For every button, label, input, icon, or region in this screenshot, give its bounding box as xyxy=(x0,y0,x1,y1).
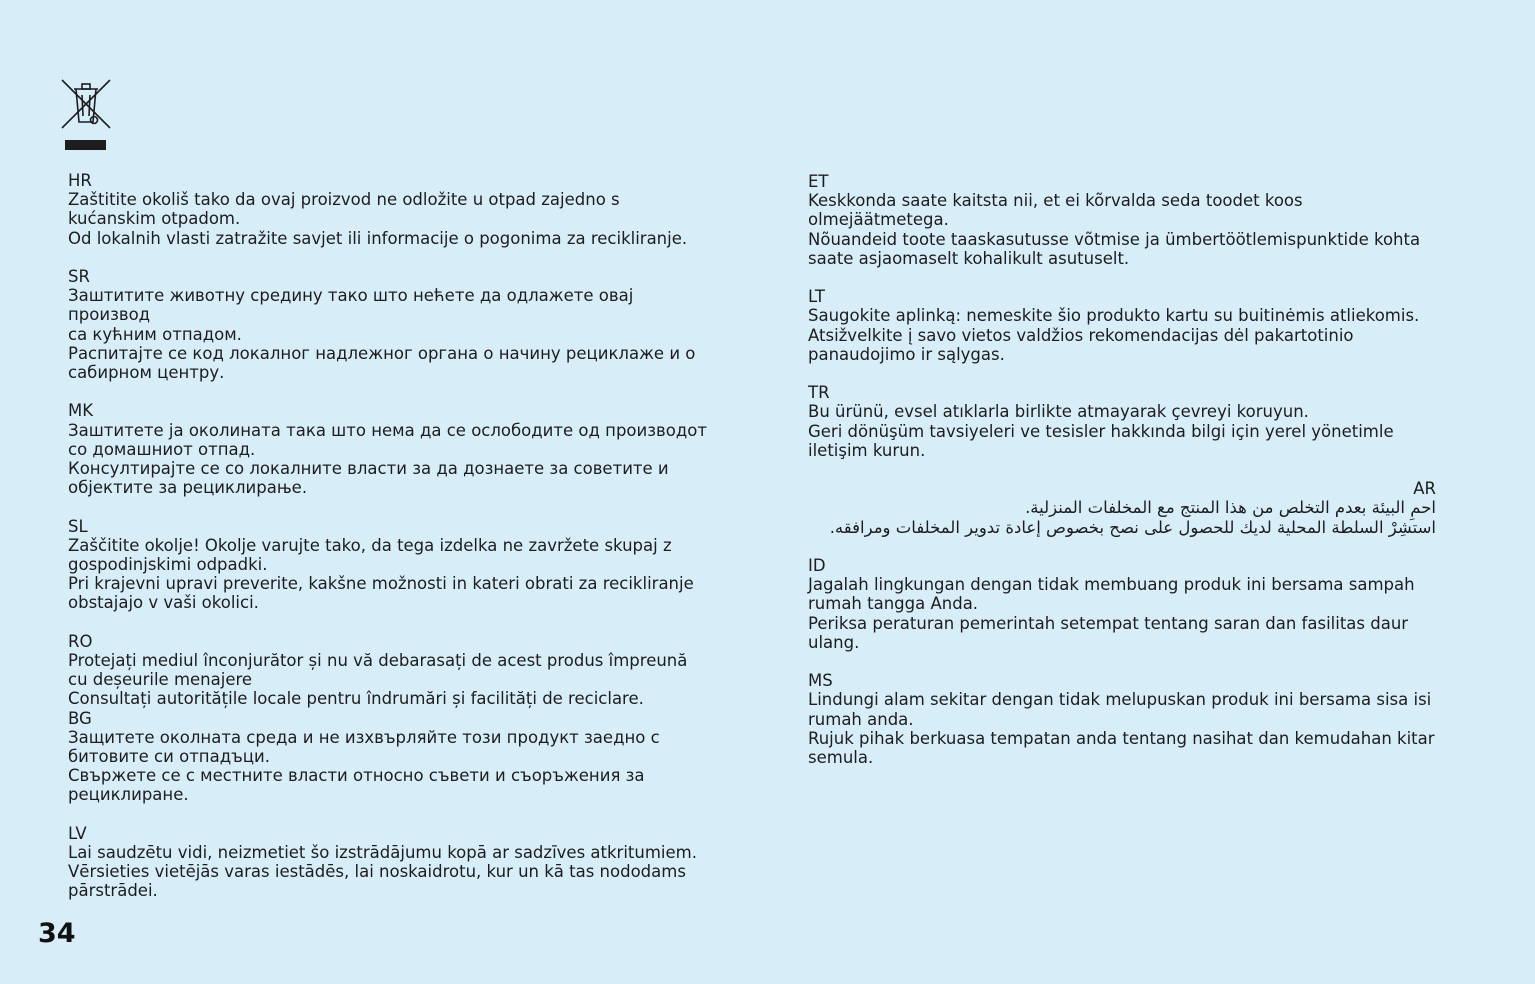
language-code: HR xyxy=(68,171,92,190)
language-code: MS xyxy=(808,671,833,691)
text-line: استشِرْ السلطة المحلية لديك للحصول على نصح بخصوص إعادة تدوير المخلفات ومرافقه. xyxy=(829,517,1436,537)
text-line: со домашниот отпад. xyxy=(68,439,256,459)
text-line: olmejäätmetega. xyxy=(808,210,949,230)
text-line: Заштитите животну средину тако што нећете да одлажете овај производ xyxy=(68,286,639,325)
language-code: RO xyxy=(68,631,93,651)
section-bg xyxy=(68,709,708,805)
text-line: Rujuk pihak berkuasa tempatan anda tentang nasihat dan kemudahan kitar xyxy=(808,728,1435,748)
left-column xyxy=(68,171,708,920)
text-line: Od lokalnih vlasti zatražite savjet ili informacije o pogonima za recikliranje. xyxy=(68,228,688,248)
text-line: Zaštitite okoliš tako da ovaj proizvod ne odložite u otpad zajedno s xyxy=(68,190,620,210)
language-code: MK xyxy=(68,401,94,421)
language-code: ET xyxy=(808,172,829,191)
section-id xyxy=(808,556,1436,652)
text-line: сабирном центру. xyxy=(68,363,225,383)
text-line: Pri krajevni upravi preverite, kakšne možnosti in kateri obrati za recikliranje xyxy=(68,574,694,594)
right-column xyxy=(808,172,1436,786)
text-line: panaudojimo ir sąlygas. xyxy=(808,344,1005,364)
text-line: Keskkonda saate kaitsta nii, et ei kõrvalda seda toodet koos xyxy=(808,191,1303,211)
section-sr xyxy=(68,267,708,382)
section-lv xyxy=(68,824,708,901)
text-line: Заштитете ја околината така што нема да се ослободите од производот xyxy=(68,420,707,440)
text-line: Consultați autoritățile locale pentru îndrumări și facilități de reciclare. xyxy=(68,689,644,709)
text-line: kućanskim otpadom. xyxy=(68,209,241,229)
text-line: ulang. xyxy=(808,632,860,652)
section-mk xyxy=(68,401,708,497)
language-code: ID xyxy=(808,556,826,575)
section-ar xyxy=(808,479,1436,537)
text-line: cu deșeurile menajere xyxy=(68,670,253,690)
section-tr xyxy=(808,383,1436,460)
text-line: Защитете околната среда и не изхвърляйте този продукт заедно с xyxy=(68,727,660,747)
section-sl xyxy=(68,517,708,613)
text-line: pārstrādei. xyxy=(68,881,158,901)
section-hr xyxy=(68,171,708,248)
page-number: 34 xyxy=(38,918,76,949)
text-line: Saugokite aplinką: nemeskite šio produkto kartu su buitinėmis atliekomis. xyxy=(808,306,1420,326)
text-line: Распитајте се код локалног надлежног органа о начину рециклаже и о xyxy=(68,343,696,363)
section-et xyxy=(808,172,1436,268)
text-line: rumah anda. xyxy=(808,709,914,729)
text-line: објектите за рециклирање. xyxy=(68,478,308,498)
text-line: saate asjaomaselt kohalikult asutuselt. xyxy=(808,248,1130,268)
text-line: Свържете се с местните власти относно съвети и съоръжения за xyxy=(68,766,645,786)
text-line: احمِ البيئة بعدم التخلص من هذا المنتج مع المخلفات المنزلية. xyxy=(1025,498,1436,518)
text-line: gospodinjskimi odpadki. xyxy=(68,555,268,575)
text-line: Periksa peraturan pemerintah setempat tentang saran dan fasilitas daur xyxy=(808,613,1409,633)
text-line: Консултирајте се со локалните власти за да дознаете за советите и xyxy=(68,459,669,479)
weee-bin-icon xyxy=(60,78,112,152)
text-line: Protejați mediul înconjurător și nu vă debarasați de acest produs împreună xyxy=(68,651,688,671)
text-line: Lindungi alam sekitar dengan tidak melupuskan produk ini bersama sisa isi xyxy=(808,690,1432,710)
text-line: битовите си отпадъци. xyxy=(68,747,270,767)
language-code: SL xyxy=(68,516,88,536)
section-ro xyxy=(68,632,708,709)
section-lt xyxy=(808,287,1436,364)
text-line: Atsižvelkite į savo vietos valdžios rekomendacijas dėl pakartotinio xyxy=(808,325,1354,345)
text-line: iletişim kurun. xyxy=(808,440,926,460)
text-line: рециклиране. xyxy=(68,785,189,805)
text-line: Lai saudzētu vidi, neizmetiet šo izstrādājumu kopā ar sadzīves atkritumiem. xyxy=(68,843,697,863)
language-code: LV xyxy=(68,823,87,843)
language-code: LT xyxy=(808,287,825,307)
language-code: AR xyxy=(1413,479,1436,499)
text-line: rumah tangga Anda. xyxy=(808,594,979,614)
language-code: SR xyxy=(68,267,90,286)
text-line: Vērsieties vietējās varas iestādēs, lai noskaidrotu, kur un kā tas nododams xyxy=(68,862,686,882)
text-line: Nõuandeid toote taaskasutusse võtmise ja ümbertöötlemispunktide kohta xyxy=(808,229,1421,249)
text-line: Jagalah lingkungan dengan tidak membuang produk ini bersama sampah xyxy=(808,575,1415,595)
text-line: Zaščitite okolje! Okolje varujte tako, da tega izdelka ne zavržete skupaj z xyxy=(68,535,672,555)
text-line: semula. xyxy=(808,748,874,768)
text-line: са кућним отпадом. xyxy=(68,324,242,344)
text-line: obstajajo v vaši okolici. xyxy=(68,593,259,613)
language-code: BG xyxy=(68,708,92,728)
language-code: TR xyxy=(808,383,830,403)
text-line: Bu ürünü, evsel atıklarla birlikte atmayarak çevreyi koruyun. xyxy=(808,402,1309,422)
text-line: Geri dönüşüm tavsiyeleri ve tesisler hakkında bilgi için yerel yönetimle xyxy=(808,421,1394,441)
section-ms xyxy=(808,671,1436,767)
